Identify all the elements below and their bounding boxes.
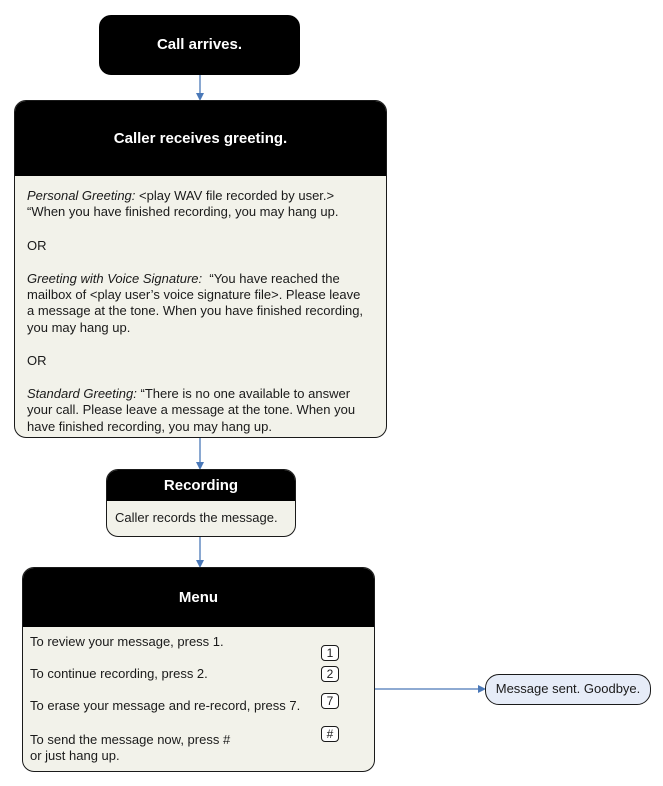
recording-text: Caller records the message. xyxy=(115,510,278,525)
standard-greeting-text: your call. Please leave a message at the tone. When you xyxy=(27,402,356,418)
menu-option-text: To erase your message and re-record, press 7. xyxy=(30,698,301,713)
or-separator: OR xyxy=(27,237,47,253)
menu-node xyxy=(22,567,375,772)
menu-option xyxy=(30,732,230,764)
menu-title-bar xyxy=(23,568,374,627)
recording-node xyxy=(106,469,296,537)
menu-option xyxy=(30,634,224,650)
key-1-icon: 1 xyxy=(321,645,339,661)
message-sent-label: Message sent. Goodbye. xyxy=(495,681,641,696)
menu-title: Menu xyxy=(178,589,219,606)
call-arrives-label: Call arrives. xyxy=(156,36,243,53)
menu-option-text: or just hang up. xyxy=(30,748,120,763)
call-arrives-node xyxy=(99,15,300,75)
menu-option xyxy=(30,698,300,714)
key-hash-icon: # xyxy=(321,726,339,742)
standard-greeting xyxy=(27,386,372,435)
signature-greeting-text: you may hang up. xyxy=(27,319,131,335)
menu-option-text: To send the message now, press # xyxy=(30,732,231,747)
greeting-body xyxy=(15,176,386,435)
greeting-title: Caller receives greeting. xyxy=(113,130,288,147)
key-2-icon: 2 xyxy=(321,666,339,682)
standard-greeting-text: “There is no one available to answer xyxy=(140,386,351,401)
signature-greeting-text: a message at the tone. When you have finished recording, xyxy=(27,303,364,319)
menu-option-text: To review your message, press 1. xyxy=(30,634,224,649)
signature-greeting-label: Greeting with Voice Signature: xyxy=(27,270,203,286)
menu-body xyxy=(23,627,374,772)
menu-option xyxy=(30,666,208,682)
key-7-icon: 7 xyxy=(321,693,339,709)
signature-greeting-text: mailbox of <play user’s voice signature file>. Please leave xyxy=(27,287,361,302)
recording-title-bar xyxy=(107,470,295,501)
personal-greeting-text: “When you have finished recording, you may hang up. xyxy=(27,204,339,220)
message-sent-node xyxy=(485,674,651,705)
personal-greeting xyxy=(27,188,372,221)
recording-body xyxy=(107,501,295,526)
standard-greeting-text: have finished recording, you may hang up. xyxy=(27,418,272,434)
greeting-title-bar xyxy=(15,101,386,176)
personal-greeting-text: <play WAV file recorded by user.> xyxy=(139,188,335,203)
or-separator: OR xyxy=(27,352,47,368)
personal-greeting-label: Personal Greeting: xyxy=(27,188,136,203)
signature-greeting-text: “You have reached the xyxy=(209,270,340,286)
menu-option-text: To continue recording, press 2. xyxy=(30,666,208,681)
recording-title: Recording xyxy=(163,477,239,494)
greeting-node xyxy=(14,100,387,438)
standard-greeting-label: Standard Greeting: xyxy=(27,386,137,401)
signature-greeting xyxy=(27,271,372,336)
